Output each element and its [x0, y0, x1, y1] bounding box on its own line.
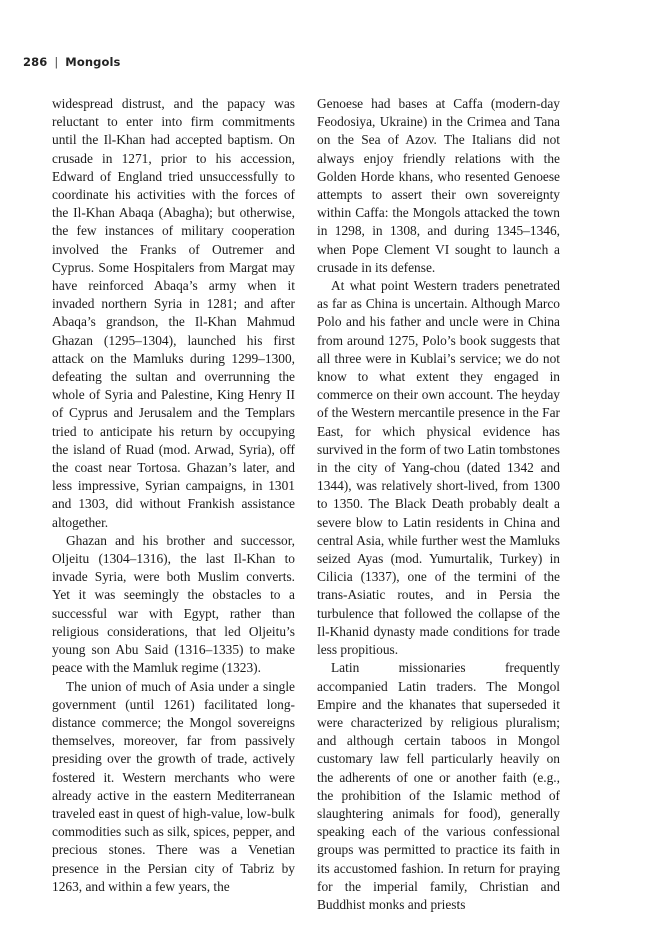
paragraph: At what point Western traders penetrated as far as China is uncertain. Although Marco Polo and his father and uncle were in China from around 1275, Polo’s book suggests that all three were in Kublai’s service; we do not know to what extent they engaged in commerce on their own account. The heyday of the Western mercantile presence in the Far East, for which physical evidence has survived in the form of two Latin tombstones in the city of Yang-chou (dated 1342 and 1344), was relatively short-lived, from 1300 to 1350. The Black Death probably dealt a severe blow to Latin residents in China and central Asia, while further west the Mamluks seized Ayas (mod. Yumurtalik, Turkey) in Cilicia (1337), one of the termini of the trans-Asiatic routes, and in Persia the turbulence that followed the collapse of the Il-Khanid dynasty made conditions for trade less propitious. [317, 278, 560, 658]
paragraph: widespread distrust, and the papacy was reluctant to enter into firm commitments until the Il-Khan had accepted baptism. On crusade in 1271, prior to his accession, Edward of England tried unsuccessfully to coordinate his activities with the forces of the Il-Khan Abaqa (Abagha); but otherwise, the few instances of military cooperation involved the Franks of Outremer and Cyprus. Some Hospitalers from Margat may have reinforced Abaqa’s army when it invaded northern Syria in 1281; and after Abaqa’s grandson, the Il-Khan Mahmud Ghazan (1295–1304), launched his first attack on the Mamluks during 1299–1300, defeating the sultan and overrunning the whole of Syria and Palestine, King Henry II of Cyprus and Jerusalem and the Templars tried to anticipate his return by occupying the island of Ruad (mod. Arwad, Syria), off the coast near Tortosa. Ghazan’s later, and less impressive, Syrian campaigns, in 1301 and 1303, did without Frankish assistance altogether. [52, 96, 295, 530]
paragraph: Latin missionaries frequently accompanied Latin traders. The Mongol Empire and the khanates that superseded it were characterized by religious pluralism; and although certain taboos in Mongol customary law fell particularly heavily on the adherents of one or another faith (e.g., the prohibition of the Islamic method of slaughtering animals for food), generally speaking each of the various confessional groups was permitted to practice its faith in its accustomed fashion. In return for praying for the imperial family, Christian and Buddhist monks and priests [317, 660, 560, 912]
paragraph: Ghazan and his brother and successor, Oljeitu (1304–1316), the last Il-Khan to invade Syria, were both Muslim converts. Yet it was seemingly the obstacles to a successful war with Egypt, rather than religious considerations, that led Oljeitu’s young son Abu Said (1316–1335) to make peace with the Mamluk regime (1323). [52, 532, 295, 676]
paragraph: The union of much of Asia under a single government (until 1261) facilitated long-distance commerce; the Mongol sovereigns themselves, moreover, far from passively presiding over the growth of trade, actively fostered it. Western merchants who were already active in the eastern Mediterranean traveled east in quest of high-value, low-bulk commodities such as silk, spices, pepper, and precious stones. There was a Venetian presence in the Persian city of Tabriz by 1263, and within a few years, the [52, 678, 295, 894]
left-column [52, 95, 295, 896]
header-separator: | [54, 55, 59, 69]
running-header [23, 55, 120, 69]
section-title: Mongols [65, 55, 121, 69]
paragraph: Genoese had bases at Caffa (modern-day Feodosiya, Ukraine) in the Crimea and Tana on the Sea of Azov. The Italians did not always enjoy friendly relations with the Golden Horde khans, who resented Genoese attempts to assert their own sovereignty within Caffa: the Mongols attacked the town in 1298, in 1308, and during 1345–1346, when Pope Clement VI sought to launch a crusade in its defense. [317, 96, 560, 275]
page-number: 286 [23, 55, 48, 69]
right-column [317, 95, 560, 914]
